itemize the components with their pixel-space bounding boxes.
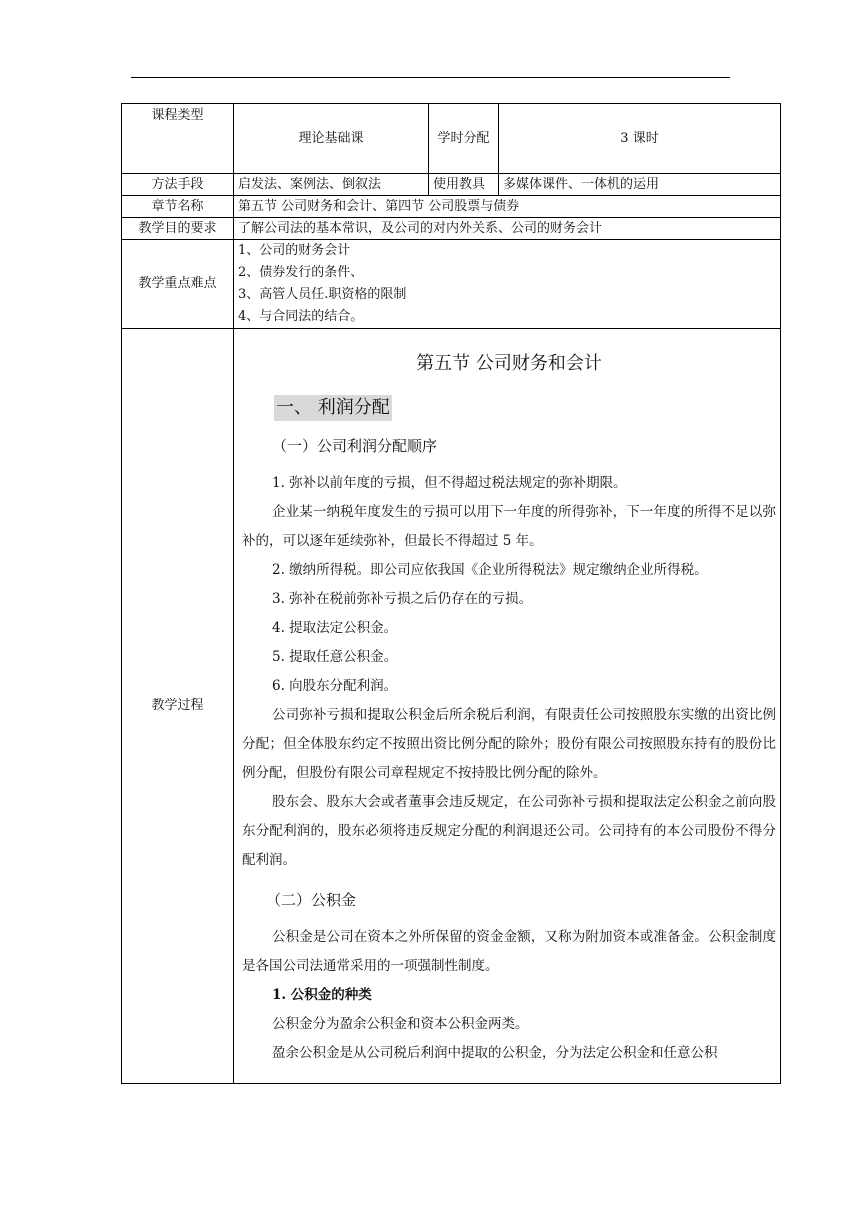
row-chapter	[122, 196, 781, 218]
heading-profit-distribution: 一、 利润分配	[274, 395, 392, 421]
key-point-item: 4、与合同法的结合。	[238, 309, 364, 324]
key-point-item: 1、公司的财务会计	[238, 243, 351, 258]
key-point-item: 3、高管人员任.职资格的限制	[238, 287, 407, 302]
subheading-reserve-fund: （二）公积金	[266, 891, 357, 909]
paragraph: 股东会、股东大会或者董事会违反规定，在公司弥补亏损和提取法定公积金之前向股东分配利润的，股东必须将违反规定分配的利润退还公司。公司持有的本公司股份不得分配利润。	[242, 794, 776, 868]
paragraph: 5. 提取任意公积金。	[272, 649, 398, 665]
process-content	[234, 329, 781, 1084]
chapter-value: 第五节 公司财务和会计、第四节 公司股票与债券	[234, 196, 781, 218]
goal-label: 教学目的要求	[122, 218, 234, 240]
paragraph: 1. 弥补以前年度的亏损，但不得超过税法规定的弥补期限。	[272, 475, 627, 491]
subheading-distribution-order: （一）公司利润分配顺序	[272, 437, 438, 455]
row-method	[122, 174, 781, 196]
course-type-value: 理论基础课	[234, 104, 429, 174]
lesson-plan-table	[121, 103, 781, 1084]
paragraph: 公积金是公司在资本之外所保留的资金金额，又称为附加资本或准备金。公积金制度是各国公司法通常采用的一项强制性制度。	[242, 929, 776, 974]
method-value: 启发法、案例法、倒叙法	[234, 174, 429, 196]
hours-label: 学时分配	[429, 104, 499, 174]
hours-value: 3 课时	[499, 104, 781, 174]
subheading-reserve-types: 1. 公积金的种类	[272, 987, 372, 1003]
paragraph: 公积金分为盈余公积金和资本公积金两类。	[272, 1016, 529, 1032]
goal-value: 了解公司法的基本常识，及公司的对内外关系、公司的财务会计	[234, 218, 781, 240]
key-points-label: 教学重点难点	[122, 240, 234, 329]
paragraph: 6. 向股东分配利润。	[272, 678, 398, 694]
paragraph: 盈余公积金是从公司税后利润中提取的公积金，分为法定公积金和任意公积	[272, 1045, 718, 1061]
tools-value: 多媒体课件、一体机的运用	[499, 174, 781, 196]
paragraph: 3. 弥补在税前弥补亏损之后仍存在的亏损。	[272, 591, 533, 607]
method-label: 方法手段	[122, 174, 234, 196]
key-points-list	[234, 240, 781, 329]
paragraph: 企业某一纳税年度发生的亏损可以用下一年度的所得弥补，下一年度的所得不足以弥补的，可以逐年延续弥补，但最长不得超过 5 年。	[242, 504, 776, 549]
paragraph: 2. 缴纳所得税。即公司应依我国《企业所得税法》规定缴纳企业所得税。	[272, 562, 708, 578]
process-label: 教学过程	[122, 329, 234, 1084]
course-type-label: 课程类型	[122, 104, 234, 174]
row-course-type	[122, 104, 781, 174]
row-goal	[122, 218, 781, 240]
row-process	[122, 329, 781, 1084]
row-key-points	[122, 240, 781, 329]
chapter-label: 章节名称	[122, 196, 234, 218]
header-rule	[131, 77, 730, 78]
key-point-item: 2、债券发行的条件、	[238, 265, 364, 280]
paragraph: 4. 提取法定公积金。	[272, 620, 398, 636]
tools-label: 使用教具	[429, 174, 499, 196]
section-title: 第五节 公司财务和会计	[416, 353, 602, 374]
paragraph: 公司弥补亏损和提取公积金后所余税后利润，有限责任公司按照股东实缴的出资比例分配；但全体股东约定不按照出资比例分配的除外；股份有限公司按照股东持有的股份比例分配，但股份有限公司章程规定不按持股比例分配的除外。	[242, 707, 776, 781]
